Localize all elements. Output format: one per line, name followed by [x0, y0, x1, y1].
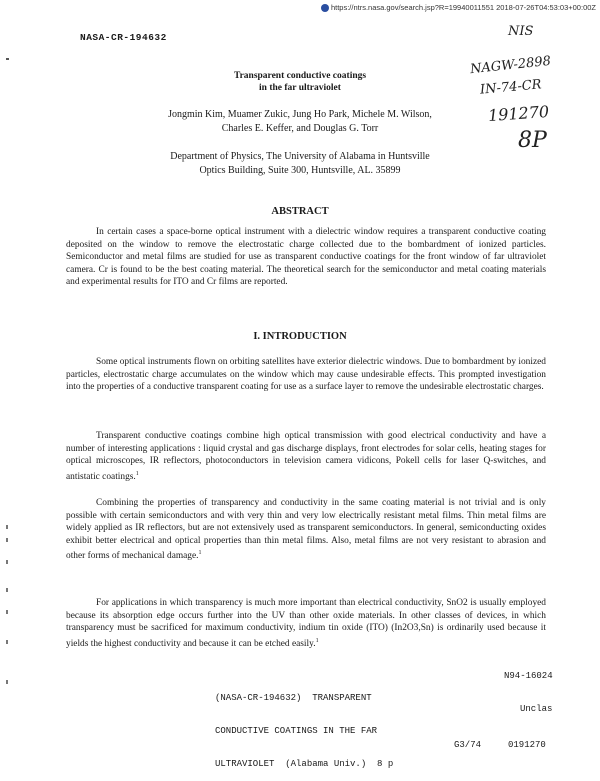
accession-status: Unclas — [520, 704, 553, 714]
authors-line-1: Jongmin Kim, Muamer Zukic, Jung Ho Park, Michele M. Wilson, — [168, 109, 432, 120]
affiliation-line-1: Department of Physics, The University of Alabama in Huntsville — [170, 151, 430, 162]
handwritten-code: NIS — [508, 24, 534, 39]
source-url[interactable] — [321, 3, 596, 12]
accession-id: 0191270 — [508, 740, 546, 750]
accession-code: G3/74 — [454, 740, 482, 750]
accession-line-1: (NASA-CR-194632) TRANSPARENT — [215, 693, 372, 703]
section-heading: I. INTRODUCTION — [253, 331, 347, 342]
handwritten-grant: NAGW-2898 — [469, 53, 552, 78]
scan-mark — [6, 610, 8, 614]
scan-mark — [6, 588, 8, 592]
scan-mark — [6, 538, 8, 542]
handwritten-pages: 8P — [518, 128, 547, 153]
scan-mark — [6, 680, 8, 684]
paragraph-text — [66, 430, 546, 484]
scan-mark — [6, 525, 8, 529]
paragraph-body: Transparent conductive coatings combine high optical transmission with good electrical conductivity and have a number of interesting applications : liquid crystal and gas discharge displays, front electrodes for solar cells, heating stages for optical microscopes, IR reflectors, photoconductors in television camera vidicons, Pokell cells for laser Q-switches, and antistatic coatings. — [66, 431, 546, 482]
report-number: NASA-CR-194632 — [80, 32, 167, 43]
source-bar — [0, 0, 600, 14]
intro-paragraph-3 — [66, 497, 546, 563]
handwritten-category: IN-74-CR — [479, 77, 543, 98]
scan-mark — [6, 640, 8, 644]
paragraph-text — [66, 597, 546, 651]
reference-mark: 1 — [135, 470, 139, 477]
reference-mark: 1 — [198, 550, 202, 557]
abstract-text: In certain cases a space-borne optical instrument with a dielectric window requires a transparent conductive coating deposited on the window to remove the electrostatic charge collected due to the bombardment of ionized particles. Semiconductor and metal films are studied for use as transparent conductive coatings for the front window of far ultraviolet camera. Cr is found to be the best coating material. The theoretical search for the semiconductor and metal coating materials and experimental results for ITO and Cr films are reported. — [66, 227, 546, 288]
title-line-1: Transparent conductive coatings — [233, 71, 367, 81]
paragraph-body: For applications in which transparency is much more important than electrical conductivity, SnO2 is usually employed because its absorption edge occurs further into the UV than other oxide materials. In other classes of devices, in which transparency must be sacrificed for maximum conductivity, indium tin oxide (ITO) (In2O3,Sn) is ordinarily used because it yields the highest conductivity and because it can be etched easily. — [66, 598, 546, 649]
accession-line-3: ULTRAVIOLET (Alabama Univ.) 8 p — [215, 759, 394, 769]
intro-paragraph-1 — [66, 356, 546, 394]
intro-paragraph-4 — [66, 597, 546, 651]
authors-line-2: Charles E. Keffer, and Douglas G. Torr — [221, 122, 379, 134]
affiliation-line-2: Optics Building, Suite 300, Huntsville, AL. 35899 — [199, 164, 401, 176]
accession-line-2: CONDUCTIVE COATINGS IN THE FAR — [215, 726, 378, 736]
abstract-heading: ABSTRACT — [271, 206, 329, 217]
paragraph-body: Combining the properties of transparency and conductivity in the same coating material is not trivial and is only possible with certain semiconductors and with very thin and very low electrically resistant metal films. Thin metal films are widely applied as IR reflectors, but are not extensively used as transparent semiconductors. In general, semiconducting oxides exhibit better electrical and optical properties than thin metal films. Also, metal films are not very resistant to abrasion and other forms of mechanical damage. — [66, 498, 546, 562]
scan-mark — [6, 560, 8, 564]
abstract-block — [66, 226, 546, 289]
paragraph-text: Some optical instruments flown on orbiting satellites have exterior dielectric windows. Due to bombardment by ionized particles, electrostatic charge accumulates on the window which may cause undesirable effects. This prompted investigation into the properties of a conductive transparent coating for use as a surface layer to remove the undesirable electrostatic charges. — [66, 357, 546, 393]
title-line-2: in the far ultraviolet — [259, 83, 341, 93]
affiliation — [110, 150, 490, 177]
paragraph-text — [66, 497, 546, 563]
accession-number: N94-16024 — [504, 671, 553, 681]
intro-paragraph-2 — [66, 430, 546, 484]
authors — [110, 108, 490, 135]
source-url-text: https://ntrs.nasa.gov/search.jsp?R=19940011551 2018-07-26T04:53:03+00:00Z — [330, 3, 596, 12]
paper-title — [140, 70, 460, 94]
accession-block — [215, 671, 393, 781]
scan-mark — [6, 58, 9, 60]
nasa-logo-icon — [321, 4, 329, 12]
handwritten-document-id: 191270 — [487, 101, 550, 126]
reference-mark: 1 — [315, 637, 319, 644]
